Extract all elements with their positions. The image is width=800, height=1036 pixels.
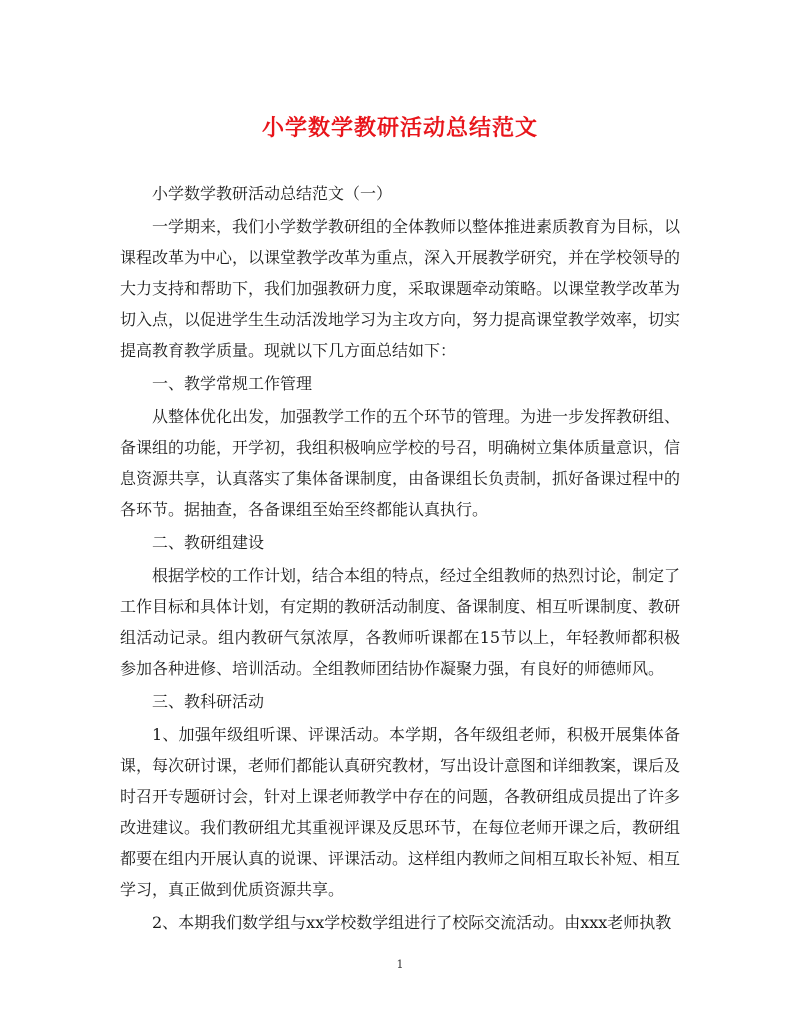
page-number: 1 [396, 958, 404, 971]
document-title: 小学数学教研活动总结范文 [261, 115, 538, 141]
section-heading: 三、教科研活动 [152, 692, 265, 711]
paragraph: 一学期来，我们小学数学教研组的全体教师以整体推进素质教育为目标，以课程改革为中心，以课堂教学改革为重点，深入开展教学研究，并在学校领导的大力支持和帮助下，我们加强教研力度，采取课题牵动策略。以课堂教学改革为切入点，以促进学生生动活泼地学习为主攻方向，努力提高课堂教学效率，切实提高教育教学质量。现就以下几方面总结如下： [120, 217, 681, 360]
paragraph: 1、加强年级组听课、评课活动。本学期，各年级组老师，积极开展集体备课，每次研讨课，老师们都能认真研究教材，写出设计意图和详细教案，课后及时召开专题研讨会，针对上课老师教学中存在的问题，各教研组成员提出了许多改进建议。我们教研组尤其重视评课及反思环节，在每位老师开课之后，教研组都要在组内开展认真的说课、评课活动。这样组内教师之间相互取长补短、相互学习，真正做到优质资源共享。 [120, 725, 681, 899]
paragraph: 从整体优化出发，加强教学工作的五个环节的管理。为进一步发挥教研组、备课组的功能，开学初，我组积极响应学校的号召，明确树立集体质量意识，信息资源共享，认真落实了集体备课制度，由备课组长负责制，抓好备课过程中的各环节。据抽查，各备课组至始至终都能认真执行。 [120, 407, 681, 519]
section-heading: 一、教学常规工作管理 [152, 374, 313, 393]
document-body [120, 178, 680, 940]
paragraph: 2、本期我们数学组与xx学校数学组进行了校际交流活动。由xxx老师执教 [152, 913, 672, 932]
section-heading: 小学数学教研活动总结范文（一） [152, 184, 393, 203]
paragraph: 根据学校的工作计划，结合本组的特点，经过全组教师的热烈讨论，制定了工作目标和具体计划，有定期的教研活动制度、备课制度、相互听课制度、教研组活动记录。组内教研气氛浓厚，各教师听课都在15节以上，年轻教师都积极参加各种进修、培训活动。全组教师团结协作凝聚力强，有良好的师德师风。 [120, 566, 681, 678]
section-heading: 二、教研组建设 [152, 533, 265, 552]
